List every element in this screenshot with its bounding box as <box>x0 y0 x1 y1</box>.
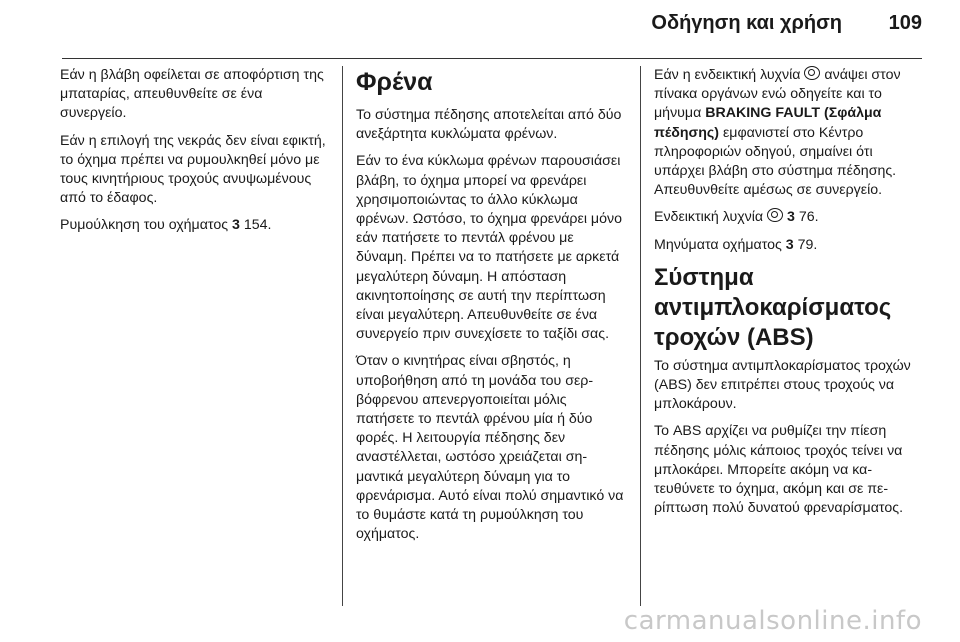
page-ref: 76. <box>798 209 819 226</box>
page-title: Οδήγηση και χρήση <box>651 12 842 34</box>
text-run: εμφανιστεί στο Κέντρο πληροφοριών οδηγού, σημαίνει ότι υπάρχει βλάβη στο σύστημα πέδησης. Απευθυνθείτε αμέσως σε συνεργείο. <box>654 124 897 199</box>
paragraph-lamp-ref <box>654 208 924 227</box>
page-ref: 79. <box>797 236 818 253</box>
paragraph: Όταν ο κινητήρας είναι σβηστός, η υποβοήθηση από τη μονάδα του σερβόφρενου απενεργοποιείται μόλις πατήσετε το πεντάλ φρένου μία ή δύο φορές. Η λειτουργία πέδησης δεν αναστέλλεται, ωστόσο χρειάζεται σημαντικά μεγαλύτερη δύναμη για το φρενάρισμα. Αυτό είναι πολύ σημαντικό να το θυμάστε κατά τη ρυμούλκηση του οχήματος. <box>356 353 624 543</box>
paragraph: Το σύστημα πέδησης αποτελείται από δύο ανεξάρτητα κυκλώματα φρένων. <box>356 107 622 143</box>
paragraph: Το σύστημα αντιμπλοκαρίσματος τροχών (ABS) δεν επιτρέπει στους τροχούς να μπλοκάρουν. <box>654 357 911 413</box>
paragraph: Εάν το ένα κύκλωμα φρένων παρουσιάσει βλάβη, το όχημα μπορεί να φρενάρει χρησιμοποιώντας το άλλο κύκλωμα φρένων. Ωστόσο, το όχημα φρενάρει μόνο εάν πατήσετε το πεντάλ φρένου με δύναμη. Πρέπει να το πατήσετε με αρκετά μεγαλύτερη δύναμη. Η απόσταση ακινητοποίησης σε αυτή την περίπτωση είναι μεγαλύτερη. Απευθυνθείτε σε ένα συνεργείο πριν συνεχίσετε το ταξίδι σας. <box>356 153 622 343</box>
cross-reference-arrow-icon: 3 <box>785 236 794 253</box>
page-ref: 154. <box>243 217 272 234</box>
column-1 <box>60 66 328 244</box>
section-heading-abs: Σύστημα αντιμπλοκαρίσματος τροχών (ABS) <box>654 263 892 351</box>
text-run: ανάψει στον πίνακα οργάνων ενώ οδηγείτε και το μήνυμα <box>654 67 901 122</box>
column-2 <box>356 66 624 552</box>
section-heading-brakes: Φρένα <box>356 68 433 96</box>
ref-text: Ρυμούλκηση του οχήματος <box>60 217 233 234</box>
column-divider <box>640 66 641 606</box>
paragraph-brake-warning <box>654 66 924 200</box>
paragraph-messages-ref <box>654 236 924 255</box>
cross-reference-arrow-icon: 3 <box>232 217 240 234</box>
brake-warning-lamp-icon <box>804 66 820 80</box>
text-run: Μηνύματα οχήματος <box>654 236 786 253</box>
column-3 <box>654 66 924 526</box>
text-run: Ενδεικτική λυχνία <box>654 209 768 226</box>
column-divider <box>342 66 343 606</box>
watermark: carmanualsonline.info <box>623 606 922 636</box>
page-number: 109 <box>888 12 922 34</box>
paragraph: Εάν η επιλογή της νεκράς δεν είναι εφικτή, το όχημα πρέπει να ρυμουλκηθεί μόνο με τους κινητήριους τροχούς ανυψωμένους από το έδαφος. <box>60 132 326 207</box>
brake-warning-lamp-icon <box>767 208 783 222</box>
paragraph: Εάν η βλάβη οφείλεται σε αποφόρτιση της μπαταρίας, απευθυνθείτε σε ένα συνεργείο. <box>60 67 324 122</box>
header-rule <box>62 58 922 59</box>
paragraph-towing-ref <box>60 216 328 235</box>
paragraph: Το ABS αρχίζει να ρυθμίζει την πίεση πέδησης μόλις κάποιος τροχός τείνει να μπλοκάρει. Μπορείτε ακόμη να κατευθύνετε το όχημα, ακόμη και σε περίπτωση πολύ δυνατού φρεναρίσματος. <box>654 423 904 517</box>
message-code: BRAKING FAULT (Σφάλμα πέδησης) <box>654 105 882 141</box>
page-header <box>0 0 960 62</box>
cross-reference-arrow-icon: 3 <box>787 209 795 226</box>
text-run: Εάν η ενδεικτική λυχνία <box>654 67 805 83</box>
